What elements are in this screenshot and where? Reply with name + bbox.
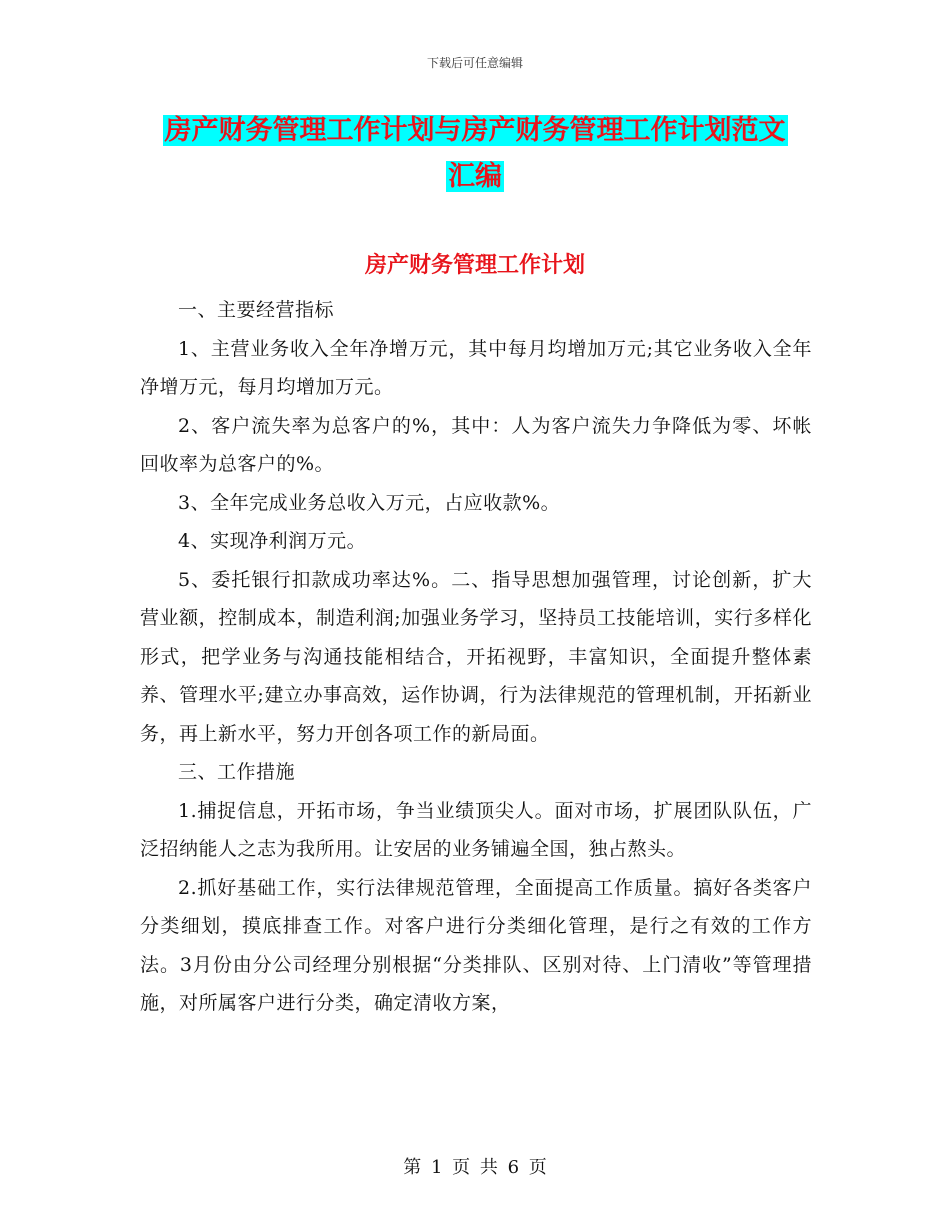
paragraph: 5、委托银行扣款成功率达%。二、指导思想加强管理，讨论创新，扩大营业额，控制成本，制造利润;加强业务学习，坚持员工技能培训，实行多样化形式，把学业务与沟通技能相结合，开拓视野，丰富知识，全面提升整体素养、管理水平;建立办事高效，运作协调，行为法律规范的管理机制，开拓新业务，再上新水平，努力开创各项工作的新局面。 — [140, 568, 812, 745]
paragraph: 2、客户流失率为总客户的%，其中：人为客户流失力争降低为零、坏帐回收率为总客户的%。 — [140, 414, 812, 475]
paragraph: 1、主营业务收入全年净增万元，其中每月均增加万元;其它业务收入全年净增万元，每月均增加万元。 — [140, 337, 812, 398]
paragraph: 三、工作措施 — [178, 761, 296, 783]
page-number-footer: 第 1 页 共 6 页 — [403, 1157, 547, 1178]
document-title-line-1: 房产财务管理工作计划与房产财务管理工作计划范文 — [164, 115, 786, 146]
paragraph: 一、主要经营指标 — [178, 299, 335, 321]
paragraph: 3、全年完成业务总收入万元，占应收款%。 — [178, 491, 561, 514]
section-title: 房产财务管理工作计划 — [364, 253, 585, 278]
document-title — [0, 108, 950, 200]
paragraph: 2.抓好基础工作，实行法律规范管理，全面提高工作质量。搞好各类客户分类细划，摸底排查工作。对客户进行分类细化管理，是行之有效的工作方法。3月份由分公司经理分别根据“分类排队、区别对待、上门清收”等管理措施，对所属客户进行分类，确定清收方案， — [140, 876, 812, 1014]
document-body — [140, 291, 812, 1023]
paragraph: 1.捕捉信息，开拓市场，争当业绩顶尖人。面对市场，扩展团队队伍，广泛招纳能人之志为我所用。让安居的业务铺遍全国，独占熬头。 — [140, 799, 812, 860]
document-title-line-2: 汇编 — [448, 161, 502, 192]
header-note: 下载后可任意编辑 — [426, 56, 523, 70]
paragraph: 4、实现净利润万元。 — [178, 530, 367, 552]
